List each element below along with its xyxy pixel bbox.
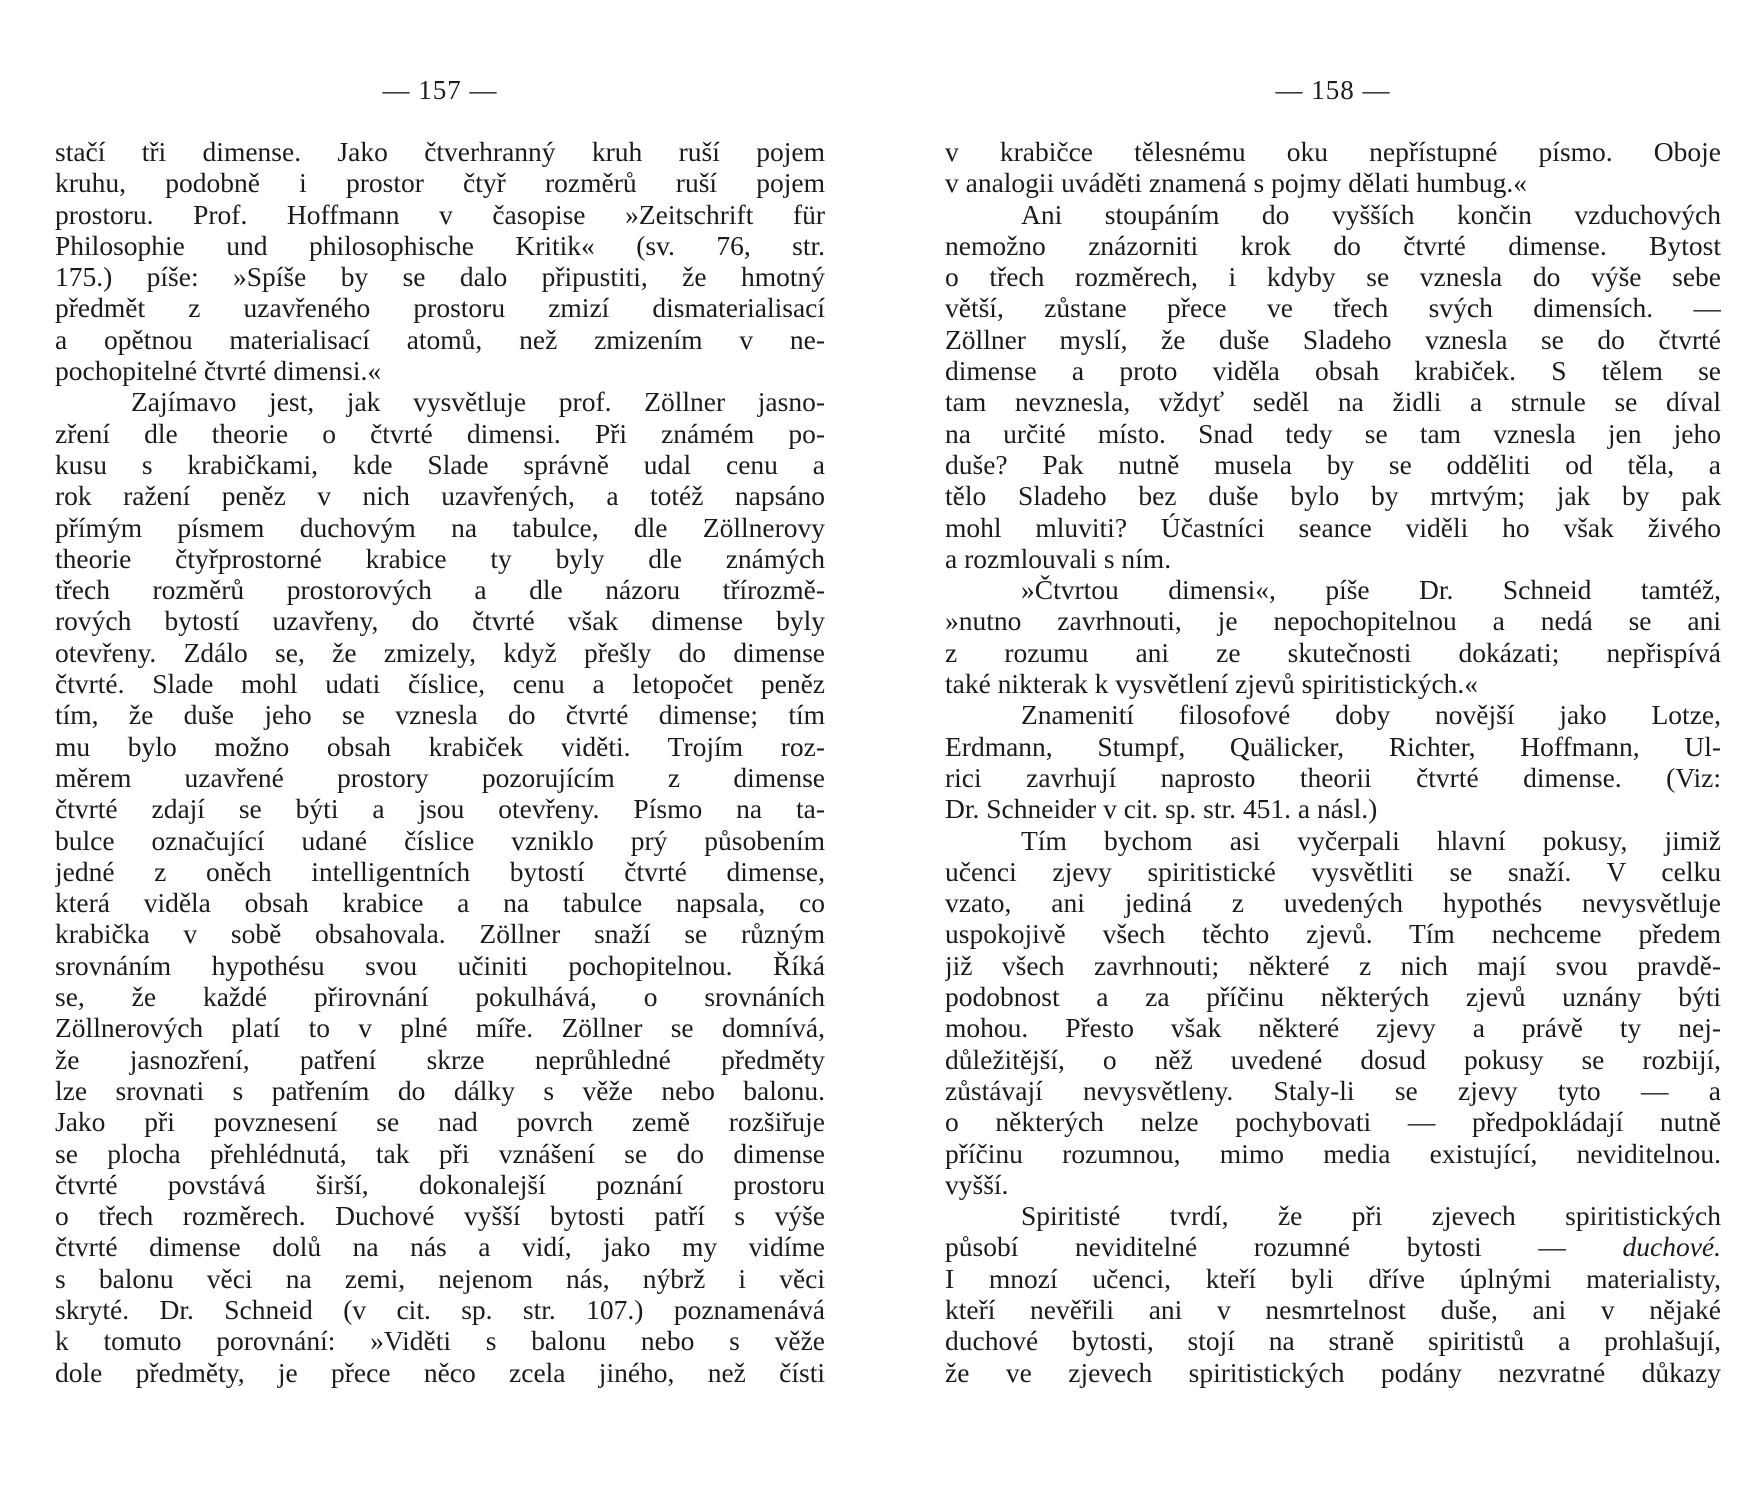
text-line: rových bytostí uzavřeny, do čtvrté však dimense byly bbox=[55, 605, 825, 637]
text-line: Zajímavo jest, jak vysvětluje prof. Zöllner jasno- bbox=[131, 386, 825, 418]
text-line: zůstávají nevysvětleny. Staly-li se zjevy tyto — a bbox=[945, 1074, 1721, 1106]
text-line: pochopitelné čtvrté dimensi.« bbox=[55, 355, 382, 387]
text-line: mu bylo možno obsah krabiček viděti. Trojím roz- bbox=[55, 730, 825, 762]
text-line: Erdmann, Stumpf, Quälicker, Richter, Hoffmann, Ul- bbox=[945, 730, 1721, 762]
text-line: třech rozměrů prostorových a dle názoru třírozmě- bbox=[55, 574, 825, 606]
right-page bbox=[945, 0, 1721, 1500]
emphasized-word: duchové. bbox=[1622, 1231, 1721, 1263]
text-line: se plocha přehlédnutá, tak při vznášení se do dimense bbox=[55, 1137, 825, 1169]
text-line: také nikterak k vysvětlení zjevů spiritistických.« bbox=[945, 668, 1479, 700]
text-line: přímým písmem duchovým na tabulce, dle Zöllnerovy bbox=[55, 511, 825, 543]
text-line: 175.) píše: »Spíše by se dalo připustiti, že hmotný bbox=[55, 261, 825, 293]
text-line: kusu s krabičkami, kde Slade správně udal cenu a bbox=[55, 448, 825, 480]
text-line: měrem uzavřené prostory pozorujícím z dimense bbox=[55, 761, 825, 793]
text-line: nemožno znázorniti krok do čtvrté dimense. Bytost bbox=[945, 229, 1721, 261]
text-line: o některých nelze pochybovati — předpokládají nutně bbox=[945, 1106, 1721, 1138]
text-line: čtvrté povstává širší, dokonalejší poznání prostoru bbox=[55, 1168, 825, 1200]
text-line: a rozmlouvali s ním. bbox=[945, 542, 1172, 574]
left-page-text bbox=[55, 136, 825, 1388]
text-line: rok ražení peněz v nich uzavřených, a totéž napsáno bbox=[55, 480, 825, 512]
text-line: theorie čtyřprostorné krabice ty byly dle známých bbox=[55, 542, 825, 574]
text-line: prostoru. Prof. Hoffmann v časopise »Zeitschrift für bbox=[55, 198, 825, 230]
text-line: kruhu, podobně i prostor čtyř rozměrů ruší pojem bbox=[55, 167, 825, 199]
text-line: krabička v sobě obsahovala. Zöllner snaží se různým bbox=[55, 918, 825, 950]
text-line: stačí tři dimense. Jako čtverhranný kruh ruší pojem bbox=[55, 136, 825, 167]
text-line: Zöllnerových platí to v plné míře. Zöllner se domnívá, bbox=[55, 1012, 825, 1044]
text-line: Znamenití filosofové doby novější jako Lotze, bbox=[1021, 699, 1721, 731]
text-line: se, že každé přirovnání pokulhává, o srovnáních bbox=[55, 981, 825, 1013]
text-line: zření dle theorie o čtvrté dimensi. Při známém po- bbox=[55, 417, 825, 449]
text-line: duchové bytosti, stojí na straně spiritistů a prohlašují, bbox=[945, 1325, 1721, 1357]
text-line: která viděla obsah krabice a na tabulce napsala, co bbox=[55, 887, 825, 919]
text-line: uspokojivě všech těchto zjevů. Tím nechceme předem bbox=[945, 918, 1721, 950]
text-line: čtvrté zdají se býti a jsou otevřeny. Písmo na ta- bbox=[55, 793, 825, 825]
left-page bbox=[55, 0, 825, 1500]
text-line: že jasnozření, patření skrze neprůhledné předměty bbox=[55, 1043, 825, 1075]
text-line: podobnost a za příčinu některých zjevů uznány býti bbox=[945, 981, 1721, 1013]
text-line: vyšší. bbox=[945, 1168, 1009, 1200]
text-line: mohl mluviti? Účastníci seance viděli ho však živého bbox=[945, 511, 1721, 543]
text-line: rici zavrhují naprosto theorii čtvrté dimense. (Viz: bbox=[945, 761, 1721, 793]
text-line: Spiritisté tvrdí, že při zjevech spiritistických bbox=[1021, 1200, 1721, 1232]
text-line: skryté. Dr. Schneid (v cit. sp. str. 107.) poznamenává bbox=[55, 1293, 825, 1325]
page-number-left: — 157 — bbox=[382, 75, 498, 105]
text-line: vzato, ani jediná z uvedených hypothés nevysvětluje bbox=[945, 887, 1721, 919]
page-number-right: — 158 — bbox=[1275, 75, 1391, 105]
text-line: lze srovnati s patřením do dálky s věže nebo balonu. bbox=[55, 1074, 825, 1106]
text-line: dimense a proto viděla obsah krabiček. S tělem se bbox=[945, 355, 1721, 387]
text-line: důležitější, o něž uvedené dosud pokusy se rozbijí, bbox=[945, 1043, 1721, 1075]
text-line: čtvrté. Slade mohl udati číslice, cenu a letopočet peněz bbox=[55, 668, 825, 700]
text-line: kteří nevěřili ani v nesmrtelnost duše, ani v nějaké bbox=[945, 1293, 1721, 1325]
text-line: příčinu rozumnou, mimo media existující, neviditelnou. bbox=[945, 1137, 1721, 1169]
text-line: tam nevznesla, vždyť seděl na židli a strnule se díval bbox=[945, 386, 1721, 418]
text-line: a opětnou materialisací atomů, než zmizením v ne- bbox=[55, 323, 825, 355]
text-line: v krabičce tělesnému oku nepřístupné písmo. Oboje bbox=[945, 136, 1721, 167]
text-line: tím, že duše jeho se vznesla do čtvrté dimense; tím bbox=[55, 699, 825, 731]
text-line: předmět z uzavřeného prostoru zmizí dismaterialisací bbox=[55, 292, 825, 324]
text-line: k tomuto porovnání: »Viděti s balonu nebo s věže bbox=[55, 1325, 825, 1357]
text-line: duše? Pak nutně musela by se odděliti od těla, a bbox=[945, 448, 1721, 480]
text-line: o třech rozměrech, i kdyby se vznesla do výše sebe bbox=[945, 261, 1721, 293]
text-line: I mnozí učenci, kteří byli dříve úplnými materialisty, bbox=[945, 1262, 1721, 1294]
text-line: otevřeny. Zdálo se, že zmizely, když přešly do dimense bbox=[55, 636, 825, 668]
text-line: z rozumu ani ze skutečnosti dokázati; nepřispívá bbox=[945, 636, 1721, 668]
text-line: srovnáním hypothésu svou učiniti pochopitelnou. Říká bbox=[55, 949, 825, 981]
text-line: Philosophie und philosophische Kritik« (sv. 76, str. bbox=[55, 229, 825, 261]
text-line-body: působí neviditelné rozumné bytosti — bbox=[945, 1231, 1566, 1263]
text-line: o třech rozměrech. Duchové vyšší bytosti patří s výše bbox=[55, 1200, 825, 1232]
text-line: v analogii uváděti znamená s pojmy dělati humbug.« bbox=[945, 167, 1527, 199]
text-line: větší, zůstane přece ve třech svých dimensích. — bbox=[945, 292, 1721, 324]
text-line: Tím bychom asi vyčerpali hlavní pokusy, jimiž bbox=[1021, 824, 1721, 856]
text-line: »Čtvrtou dimensi«, píše Dr. Schneid tamtéž, bbox=[1021, 574, 1721, 606]
text-line: jedné z oněch intelligentních bytostí čtvrté dimense, bbox=[55, 855, 825, 887]
text-line: čtvrté dimense dolů na nás a vidí, jako my vidíme bbox=[55, 1231, 825, 1263]
text-line: Ani stoupáním do vyšších končin vzduchových bbox=[1021, 198, 1721, 230]
text-line: že ve zjevech spiritistických podány nezvratné důkazy bbox=[945, 1356, 1721, 1388]
text-line: mohou. Přesto však některé zjevy a právě ty nej- bbox=[945, 1012, 1721, 1044]
text-line: »nutno zavrhnouti, je nepochopitelnou a nedá se ani bbox=[945, 605, 1721, 637]
text-line: již všech zavrhnouti; některé z nich mají svou pravdě- bbox=[945, 949, 1721, 981]
text-line: učenci zjevy spiritistické vysvětliti se snaží. V celku bbox=[945, 855, 1721, 887]
text-line: Jako při povznesení se nad povrch země rozšiřuje bbox=[55, 1106, 825, 1138]
text-line: na určité místo. Snad tedy se tam vznesla jen jeho bbox=[945, 417, 1721, 449]
text-line: dole předměty, je přece něco zcela jiného, než čísti bbox=[55, 1356, 825, 1388]
text-line: bulce označující udané číslice vzniklo prý působením bbox=[55, 824, 825, 856]
text-line: s balonu věci na zemi, nejenom nás, nýbrž i věci bbox=[55, 1262, 825, 1294]
right-page-text bbox=[945, 136, 1721, 1388]
text-line: Dr. Schneider v cit. sp. str. 451. a násl.) bbox=[945, 793, 1378, 825]
text-line-with-emphasis bbox=[945, 1231, 1721, 1262]
text-line: tělo Sladeho bez duše bylo by mrtvým; jak by pak bbox=[945, 480, 1721, 512]
text-line: Zöllner myslí, že duše Sladeho vznesla se do čtvrté bbox=[945, 323, 1721, 355]
